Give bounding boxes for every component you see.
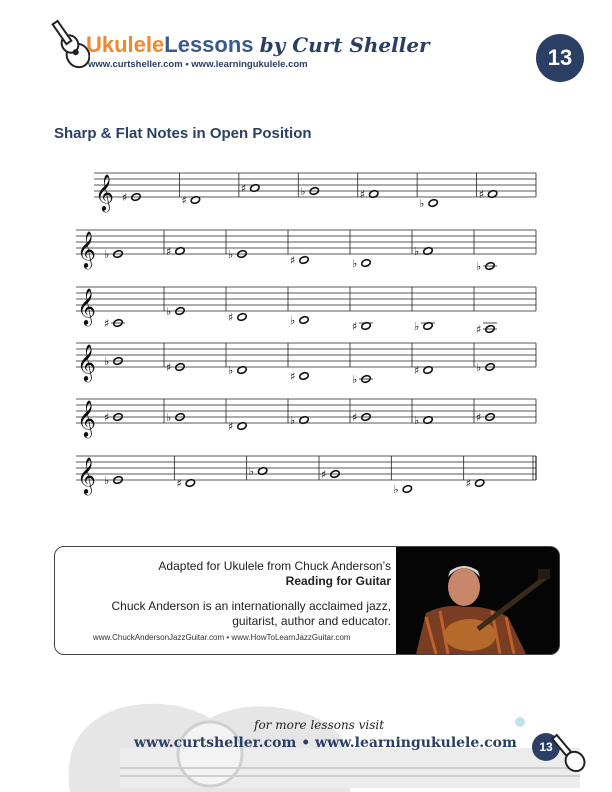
accidental: ♯ [352, 320, 358, 333]
accidental: ♭ [166, 305, 172, 318]
brand-author: by Curt Sheller [259, 33, 430, 57]
accidental: ♯ [290, 370, 296, 383]
section-title: Sharp & Flat Notes in Open Position [54, 125, 312, 142]
accidental: ♭ [228, 364, 234, 377]
brand-ukulele: Ukulele [86, 32, 165, 57]
accidental: ♯ [321, 468, 327, 481]
accidental: ♭ [248, 465, 254, 478]
accidental: ♭ [352, 373, 358, 386]
accidental: ♯ [359, 188, 366, 201]
accidental: ♭ [104, 355, 110, 368]
accidental: ♯ [290, 254, 296, 267]
brand-lessons: Lessons [164, 32, 254, 57]
accidental: ♭ [166, 411, 172, 424]
credit-text [91, 559, 391, 639]
accidental: ♯ [414, 364, 420, 377]
accidental: ♯ [476, 411, 482, 424]
footer-ukulele-icon [548, 728, 588, 778]
accidental: ♯ [476, 323, 482, 336]
accidental: ♭ [414, 245, 420, 258]
accidental: ♭ [476, 260, 482, 273]
credit-line1: Adapted for Ukulele from Chuck Anderson’s [158, 559, 391, 573]
accidental: ♯ [181, 194, 187, 207]
accidental: ♭ [290, 414, 296, 427]
footer-urls[interactable]: www.curtsheller.com • www.learningukulele.com [134, 735, 517, 751]
accidental: ♯ [166, 361, 172, 374]
accidental: ♯ [122, 191, 128, 204]
accidental: ♯ [104, 411, 110, 424]
whole-note [402, 485, 412, 494]
accidental: ♯ [465, 477, 471, 490]
credit-bio: Chuck Anderson is an internationally acclaimed jazz, guitarist, author and educator. [111, 599, 391, 628]
accidental: ♯ [104, 317, 110, 330]
accidental: ♭ [414, 320, 420, 333]
treble-clef: 𝄞 [77, 343, 96, 381]
guitarist-photo [396, 547, 559, 654]
whole-note [237, 313, 247, 322]
whole-note [361, 259, 371, 268]
whole-note [299, 316, 309, 325]
accidental: ♭ [300, 185, 306, 198]
credit-card [54, 546, 560, 655]
treble-clef: 𝄞 [95, 173, 114, 211]
page-number-badge: 13 [536, 34, 584, 82]
accidental: ♯ [166, 245, 172, 258]
treble-clef: 𝄞 [77, 230, 96, 268]
accidental: ♭ [393, 483, 399, 496]
accidental: ♭ [104, 248, 110, 261]
credit-links[interactable]: www.ChuckAndersonJazzGuitar.com • www.HowToLearnJazzGuitar.com [93, 633, 351, 642]
accidental: ♯ [176, 477, 182, 490]
accidental: ♭ [476, 361, 482, 374]
whole-note [428, 199, 438, 208]
treble-clef: 𝄞 [77, 399, 96, 437]
treble-clef: 𝄞 [77, 287, 96, 325]
whole-note [299, 256, 309, 265]
whole-note [299, 372, 309, 381]
treble-clef: 𝄞 [77, 456, 96, 494]
header-urls[interactable]: www.curtsheller.com • www.learningukulele.com [88, 59, 308, 70]
accidental: ♭ [228, 248, 234, 261]
accidental: ♭ [352, 257, 358, 270]
accidental: ♭ [419, 197, 425, 210]
accidental: ♯ [228, 311, 234, 324]
accidental: ♯ [478, 188, 484, 201]
accidental: ♭ [104, 474, 110, 487]
accidental: ♭ [414, 414, 420, 427]
accidental: ♭ [290, 314, 296, 327]
accidental: ♯ [228, 420, 234, 433]
credit-book-title: Reading for Guitar [285, 574, 391, 588]
accidental: ♯ [352, 411, 358, 424]
footer-note: for more lessons visit [254, 718, 385, 732]
footer-page-number: 13 [532, 733, 560, 761]
accidental: ♯ [240, 182, 247, 195]
